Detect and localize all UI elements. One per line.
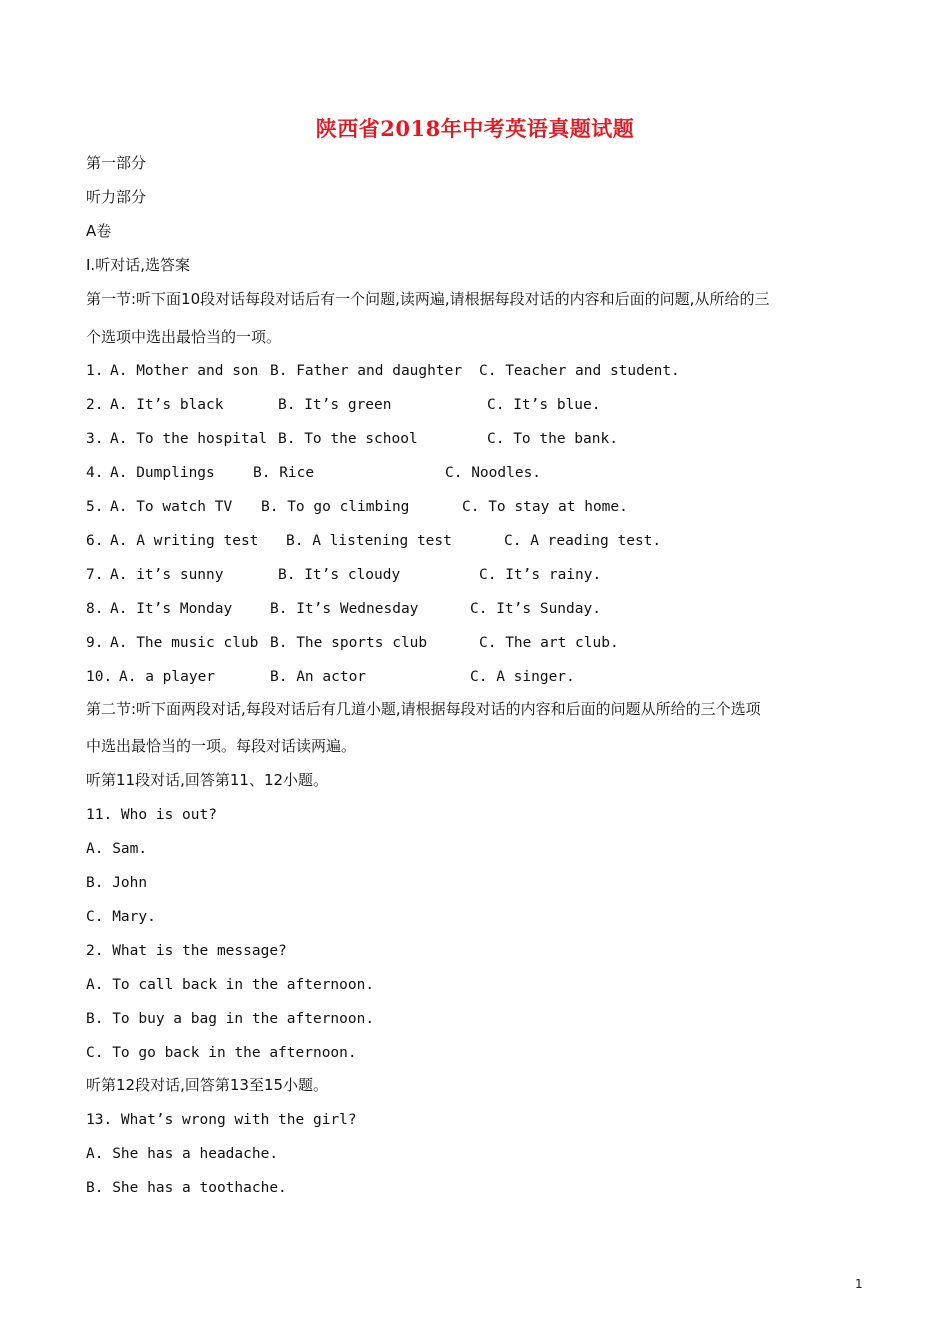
option-b: B. It’s Wednesday — [270, 601, 419, 617]
option-b: B. To go climbing — [261, 499, 410, 515]
option-b: B. An actor — [270, 669, 367, 685]
option-b: B. The sports club — [270, 635, 428, 651]
document-title: 陕西省2018年中考英语真题试题 — [315, 116, 635, 141]
option-a: A. Mother and son — [110, 363, 259, 379]
option-c: C. Mary. — [86, 909, 156, 925]
option-c: C. It’s Sunday. — [470, 601, 601, 617]
option-b: B. A listening test — [286, 533, 452, 549]
part-heading: 第一部分 — [86, 154, 147, 172]
option-c: C. A reading test. — [504, 533, 662, 549]
option-b: B. It’s cloudy — [278, 567, 401, 583]
option-a: A. To call back in the afternoon. — [86, 977, 375, 993]
dialogue12-intro: 听第12段对话,回答第13至15小题。 — [86, 1076, 329, 1094]
option-b: B. To buy a bag in the afternoon. — [86, 1011, 375, 1027]
item-number: 9. — [86, 635, 104, 651]
option-c: C. To the bank. — [487, 431, 618, 447]
option-b: B. Rice — [253, 465, 315, 481]
section1-instructions: 第一节:听下面10段对话每段对话后有一个问题,读两遍,请根据每段对话的内容和后面的问题,从所给的三 — [86, 290, 770, 308]
question-12: 2. What is the message? — [86, 943, 287, 959]
question-11: 11. Who is out? — [86, 807, 217, 823]
option-a: A. it’s sunny — [110, 567, 224, 583]
option-a: A. It’s black — [110, 397, 224, 413]
option-c: C. To go back in the afternoon. — [86, 1045, 357, 1061]
option-a: A. Dumplings — [110, 465, 215, 481]
option-a: A. It’s Monday — [110, 601, 233, 617]
section-heading: I.听对话,选答案 — [86, 256, 190, 274]
item-number: 3. — [86, 431, 104, 447]
option-b: B. She has a toothache. — [86, 1180, 287, 1196]
option-a: A. She has a headache. — [86, 1146, 279, 1162]
option-c: C. A singer. — [470, 669, 575, 685]
volume-heading: A卷 — [86, 222, 112, 240]
item-number: 2. — [86, 397, 104, 413]
option-a: A. To watch TV — [110, 499, 233, 515]
item-number: 7. — [86, 567, 104, 583]
item-number: 4. — [86, 465, 104, 481]
item-number: 6. — [86, 533, 104, 549]
option-c: C. It’s rainy. — [479, 567, 602, 583]
page-number: 1 — [855, 1277, 863, 1291]
question-13: 13. What’s wrong with the girl? — [86, 1112, 357, 1128]
option-a: A. Sam. — [86, 841, 148, 857]
option-a: A. A writing test — [110, 533, 259, 549]
option-b: B. John — [86, 875, 148, 891]
option-c: C. It’s blue. — [487, 397, 601, 413]
option-c: C. Teacher and student. — [479, 363, 680, 379]
section1-instructions-cont: 个选项中选出最恰当的一项。 — [86, 328, 282, 346]
option-a: A. The music club — [110, 635, 259, 651]
option-b: B. It’s green — [278, 397, 392, 413]
option-a: A. a player — [119, 669, 216, 685]
item-number: 10. — [86, 669, 113, 685]
option-b: B. To the school — [278, 431, 418, 447]
option-c: C. To stay at home. — [462, 499, 628, 515]
option-b: B. Father and daughter — [270, 363, 463, 379]
section2-instructions-cont: 中选出最恰当的一项。每段对话读两遍。 — [86, 737, 357, 755]
option-c: C. The art club. — [479, 635, 619, 651]
option-c: C. Noodles. — [445, 465, 542, 481]
item-number: 5. — [86, 499, 104, 515]
option-a: A. To the hospital — [110, 431, 268, 447]
item-number: 1. — [86, 363, 104, 379]
section2-instructions: 第二节:听下面两段对话,每段对话后有几道小题,请根据每段对话的内容和后面的问题从所给的三个选项 — [86, 700, 761, 718]
item-number: 8. — [86, 601, 104, 617]
listening-heading: 听力部分 — [86, 188, 147, 206]
dialogue11-intro: 听第11段对话,回答第11、12小题。 — [86, 771, 329, 789]
